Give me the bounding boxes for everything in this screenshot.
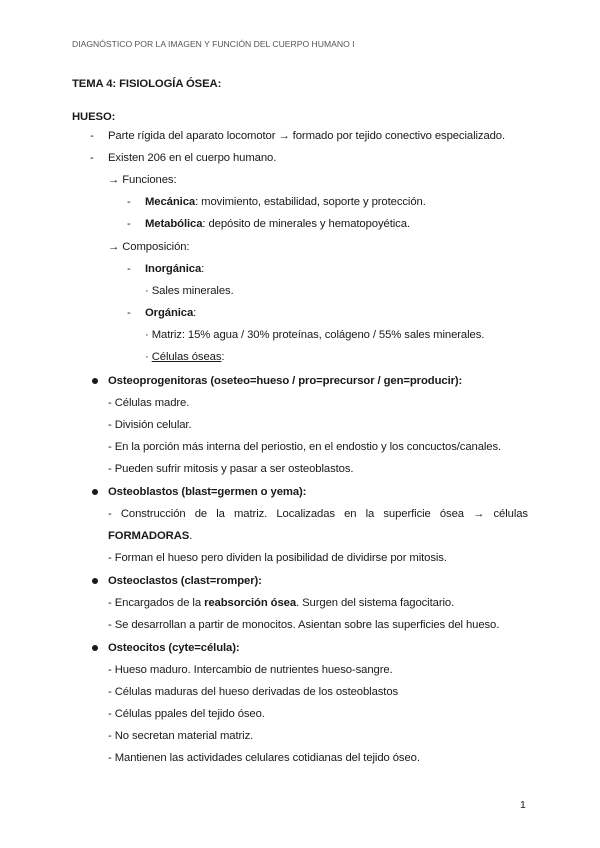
emphasis: FORMADORAS: [108, 530, 190, 542]
word: -: [108, 508, 112, 520]
detail-line: [108, 529, 192, 543]
section-heading: HUESO:: [72, 111, 116, 123]
sub-item: [145, 350, 224, 364]
term: Orgánica: [145, 307, 194, 319]
colon: :: [193, 307, 197, 319]
running-header: DIAGNÓSTICO POR LA IMAGEN Y FUNCIÓN DEL CUERPO HUMANO I: [72, 39, 355, 49]
colon: :: [221, 351, 225, 363]
bullet-icon: [92, 645, 98, 651]
list-dash: -: [90, 152, 94, 164]
list-dash: -: [90, 130, 94, 142]
word: en: [344, 508, 357, 520]
word: matriz.: [234, 508, 268, 520]
list-dash: -: [127, 196, 131, 208]
period: .: [189, 530, 193, 542]
list-item: Existen 206 en el cuerpo humano.: [108, 152, 277, 164]
list-item: Parte rígida del aparato locomotor → formado por tejido conectivo especializado.: [108, 130, 506, 142]
list-item: [145, 217, 410, 231]
composicion-label: → Composición:: [108, 241, 190, 253]
text: - Encargados de la: [108, 597, 205, 609]
word: células: [493, 508, 528, 520]
list-item: [145, 262, 204, 276]
page-title: TEMA 4: FISIOLOGÍA ÓSEA:: [72, 78, 222, 90]
word: la: [365, 508, 375, 520]
sub-item: · Sales minerales.: [145, 285, 234, 297]
page-number: 1: [520, 799, 526, 811]
detail-line: - Pueden sufrir mitosis y pasar a ser osteoblastos.: [108, 463, 354, 475]
text: . Surgen del sistema fagocitario.: [296, 597, 455, 609]
detail-line: - No secretan material matriz.: [108, 730, 254, 742]
sub-item: · Matriz: 15% agua / 30% proteínas, colágeno / 55% sales minerales.: [145, 329, 485, 341]
list-item: [145, 306, 196, 320]
bullet-icon: [92, 578, 98, 584]
colon: :: [201, 263, 205, 275]
funciones-label: → Funciones:: [108, 174, 177, 186]
term: Mecánica: [145, 196, 196, 208]
word: →: [473, 508, 485, 520]
definition: : movimiento, estabilidad, soporte y protección.: [195, 196, 426, 208]
cell-type-heading: Osteoprogenitoras (oseteo=hueso / pro=precursor / gen=producir):: [108, 375, 463, 387]
bullet-dot: ·: [145, 351, 152, 363]
detail-line: [108, 596, 454, 610]
list-dash: -: [127, 307, 131, 319]
list-dash: -: [127, 263, 131, 275]
justified-line: [108, 507, 528, 521]
word: Construcción: [120, 508, 186, 520]
cell-type-heading: Osteoclastos (clast=romper):: [108, 575, 262, 587]
detail-line: - Forman el hueso pero dividen la posibilidad de dividirse por mitosis.: [108, 552, 447, 564]
list-dash: -: [127, 218, 131, 230]
term: Metabólica: [145, 218, 203, 230]
detail-line: - En la porción más interna del periostio, en el endostio y los concuctos/canales.: [108, 441, 502, 453]
list-item: [145, 195, 426, 209]
term: Células óseas: [151, 351, 222, 363]
detail-line: - Se desarrollan a partir de monocitos. Asientan sobre las superficies del hueso.: [108, 619, 500, 631]
detail-line: - Hueso maduro. Intercambio de nutrientes hueso-sangre.: [108, 664, 393, 676]
detail-line: - Células madre.: [108, 397, 190, 409]
detail-line: - Mantienen las actividades celulares cotidianas del tejido óseo.: [108, 752, 420, 764]
emphasis: reabsorción ósea: [204, 597, 297, 609]
cell-type-heading: Osteoblastos (blast=germen o yema):: [108, 486, 307, 498]
detail-line: - Células maduras del hueso derivadas de los osteoblastos: [108, 686, 399, 698]
word: de: [194, 508, 208, 520]
bullet-icon: [92, 378, 98, 384]
bullet-icon: [92, 489, 98, 495]
definition: : depósito de minerales y hematopoyética.: [202, 218, 410, 230]
word: superficie: [383, 508, 431, 520]
detail-line: - Células ppales del tejido óseo.: [108, 708, 265, 720]
word: Localizadas: [276, 508, 335, 520]
word: la: [216, 508, 225, 520]
detail-line: - División celular.: [108, 419, 192, 431]
term: Inorgánica: [145, 263, 202, 275]
cell-type-heading: Osteocitos (cyte=célula):: [108, 642, 240, 654]
word: ósea: [439, 508, 464, 520]
